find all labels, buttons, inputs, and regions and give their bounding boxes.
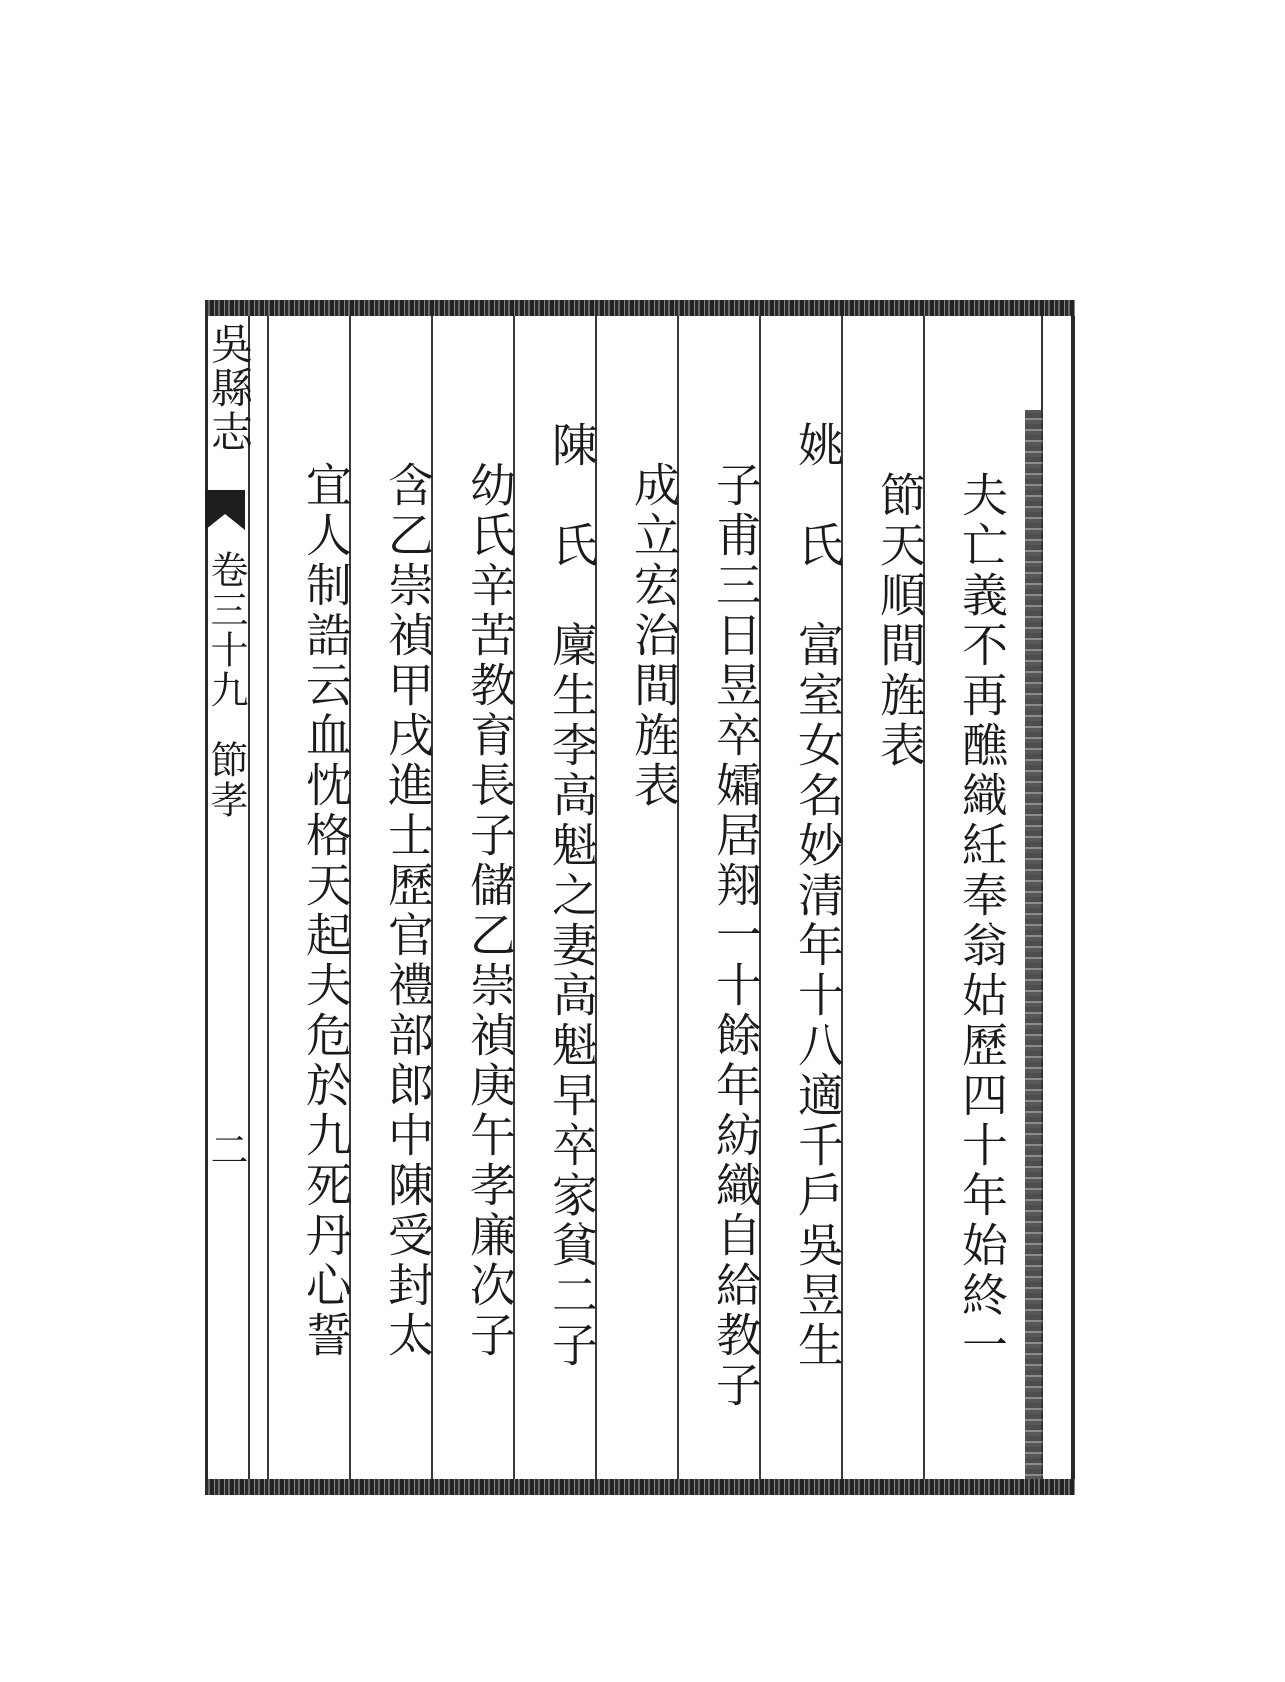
column-text: 宜人制誥云血忱格天起夫危於九死丹心誓 <box>299 461 353 1361</box>
right-edge-border <box>1041 316 1075 1479</box>
text-column-8 <box>349 316 435 1479</box>
section-label: 節孝 <box>204 740 248 820</box>
top-border <box>205 300 1075 316</box>
column-text: 含乙崇禎甲戌進士歷官禮部郎中陳受封太 <box>381 461 435 1361</box>
text-column-5 <box>595 316 681 1479</box>
column-text: 子甫三日昱卒孀居翔一十餘年紡織自給教子 <box>709 461 763 1411</box>
volume-label: 卷三十九 <box>204 550 248 710</box>
bottom-border <box>205 1479 1075 1495</box>
column-text: 夫亡義不再醮織紝奉翁姑歷四十年始終一 <box>955 471 1009 1371</box>
column-text: 成立宏治間旌表 <box>627 461 681 811</box>
right-edge-texture <box>1025 410 1043 1480</box>
text-column-4 <box>677 316 763 1479</box>
text-column-3 <box>759 316 845 1479</box>
text-column-9 <box>267 316 353 1479</box>
text-column-2 <box>841 316 927 1479</box>
text-column-1 <box>923 316 1009 1479</box>
book-title: 吳縣志 <box>205 322 254 454</box>
column-text: 姚 氏 富室女名妙清年十八適千戶吳昱生 <box>791 421 845 1371</box>
text-column-6 <box>513 316 599 1479</box>
column-text: 節天順間旌表 <box>873 471 927 771</box>
book-page <box>205 300 1075 1495</box>
column-text: 陳 氏 廩生李高魁之妻高魁早卒家貧二子 <box>545 421 599 1371</box>
column-text: 幼氏辛苦教育長子儲乙崇禎庚午孝廉次子 <box>463 461 517 1361</box>
text-column-7 <box>431 316 517 1479</box>
page-number: 二 <box>204 1130 248 1170</box>
